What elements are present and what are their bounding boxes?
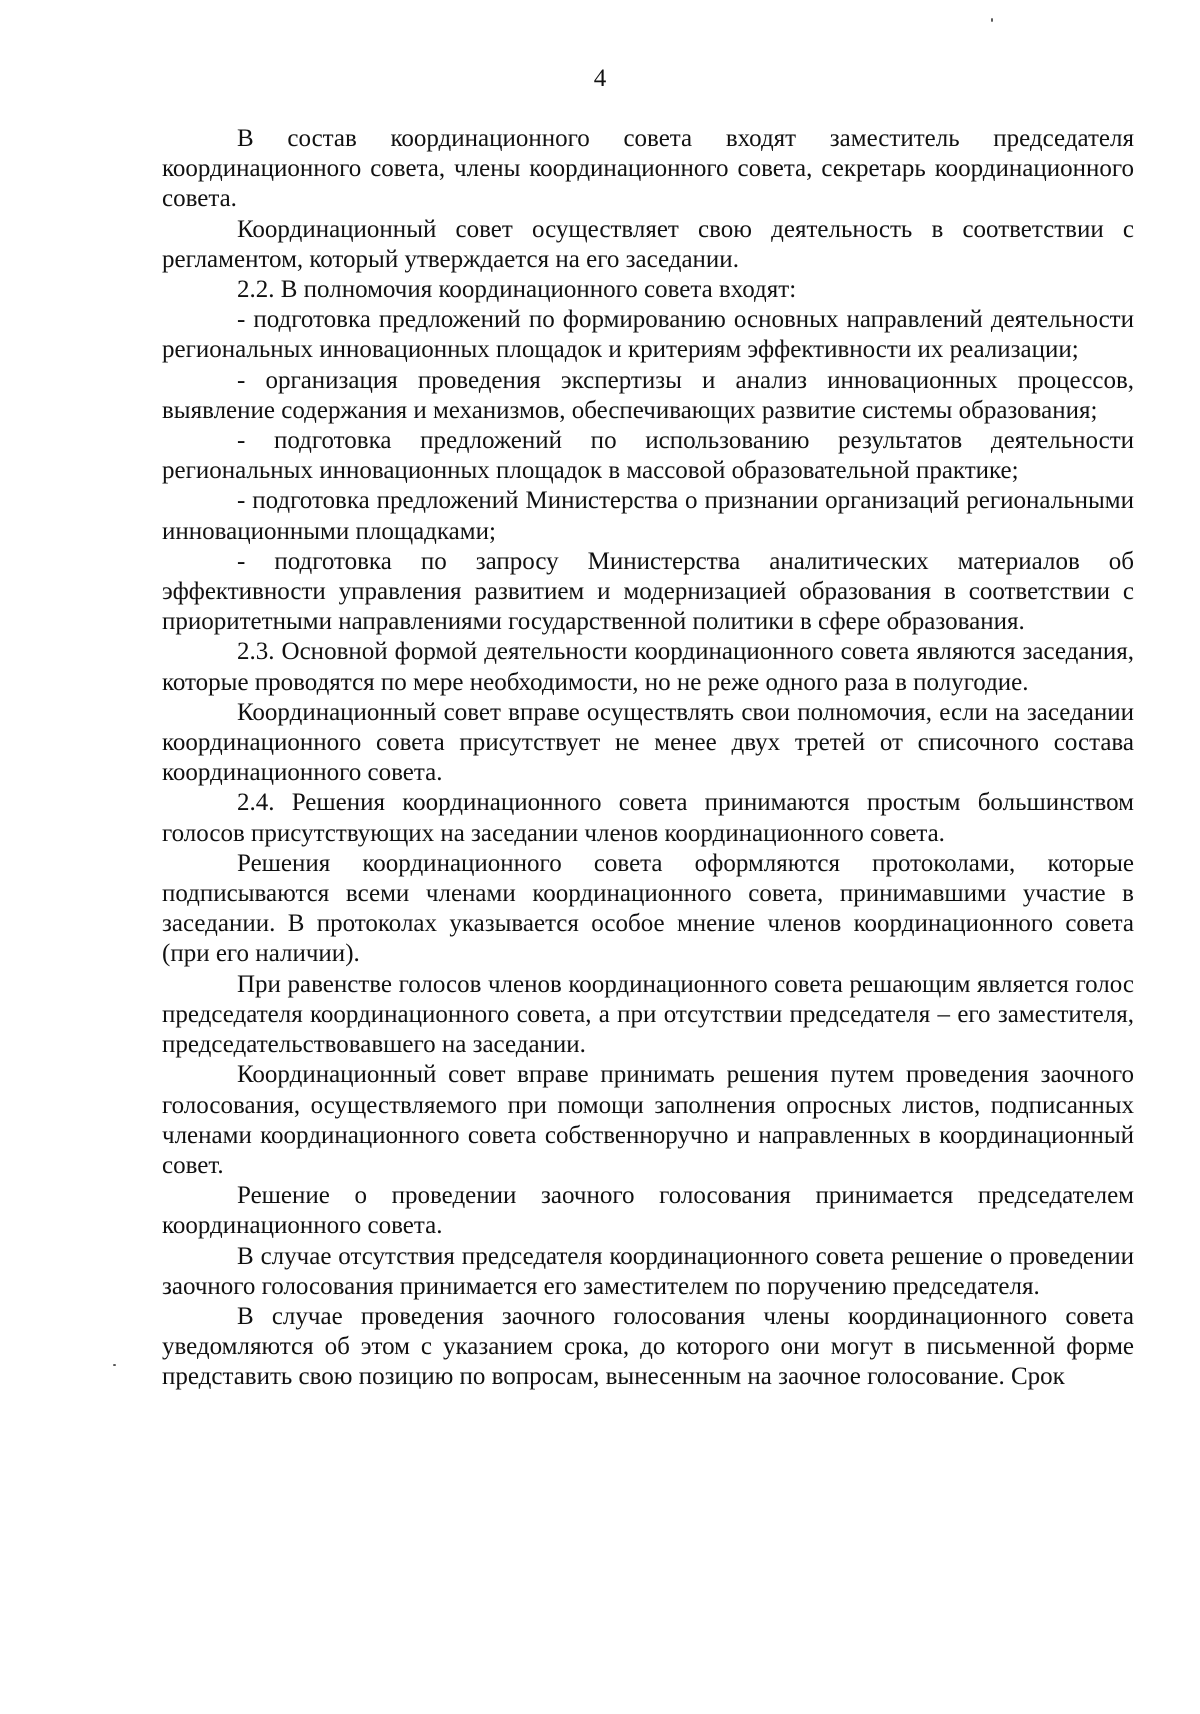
page-number: 4 xyxy=(593,65,607,92)
scan-speck xyxy=(991,18,993,22)
paragraph-section-2-3: 2.3. Основной формой деятельности координационного совета являются заседания, которые проводятся по мере необходимости, но не реже одного раза в полугодие. xyxy=(162,638,1134,696)
list-item: - подготовка предложений по использованию результатов деятельности региональных инновационных площадок в массовой образовательной практике; xyxy=(162,427,1134,485)
paragraph-absentee-decision: Решение о проведении заочного голосования принимается председателем координационного совета. xyxy=(162,1182,1134,1240)
paragraph-section-2-4: 2.4. Решения координационного совета принимаются простым большинством голосов присутствующих на заседании членов координационного совета. xyxy=(162,789,1134,847)
paragraph-council-regulation: Координационный совет осуществляет свою деятельность в соответствии с регламентом, который утверждается на его заседании. xyxy=(162,215,1134,273)
paragraph-section-2-2: 2.2. В полномочия координационного совета входят: xyxy=(237,276,797,304)
list-item: - подготовка по запросу Министерства аналитических материалов об эффективности управления развитием и модернизацией образования в соответствии с приоритетными направлениями государственной политики в сфере образования. xyxy=(162,547,1134,636)
paragraph-chair-absence: В случае отсутствия председателя координационного совета решение о проведении заочного голосования принимается его заместителем по поручению председателя. xyxy=(162,1242,1134,1300)
paragraph-council-composition: В состав координационного совета входят заместитель председателя координационного совета, члены координационного совета, секретарь координационного совета. xyxy=(162,125,1134,213)
scan-speck xyxy=(113,1364,116,1366)
document-body xyxy=(162,124,1134,1393)
paragraph-absentee-voting: Координационный совет вправе принимать решения путем проведения заочного голосования, осуществляемого при помощи заполнения опросных листов, подписанных членами координационного совета собственноручно и направленных в координационный совет. xyxy=(162,1061,1134,1179)
list-item: - подготовка предложений по формированию основных направлений деятельности региональных инновационных площадок и критериям эффективности их реализации; xyxy=(162,306,1134,364)
paragraph-notification: В случае проведения заочного голосования члены координационного совета уведомляются об этом с указанием срока, до которого они могут в письменной форме представить свою позицию по вопросам, вынесенным на заочное голосование. Срок xyxy=(162,1302,1134,1391)
paragraph-protocols: Решения координационного совета оформляются протоколами, которые подписываются всеми членами координационного совета, принимавшими участие в заседании. В протоколах указывается особое мнение членов координационного совета (при его наличии). xyxy=(162,849,1134,968)
list-item: - организация проведения экспертизы и анализ инновационных процессов, выявление содержания и механизмов, обеспечивающих развитие системы образования; xyxy=(162,366,1134,424)
paragraph-quorum: Координационный совет вправе осуществлять свои полномочия, если на заседании координационного совета присутствует не менее двух третей от списочного состава координационного совета. xyxy=(162,698,1134,787)
paragraph-tie-vote: При равенстве голосов членов координационного совета решающим является голос председателя координационного совета, а при отсутствии председателя – его заместителя, председательствовавшего на заседании. xyxy=(162,970,1134,1059)
list-item: - подготовка предложений Министерства о признании организаций региональными инновационными площадками; xyxy=(162,487,1134,545)
